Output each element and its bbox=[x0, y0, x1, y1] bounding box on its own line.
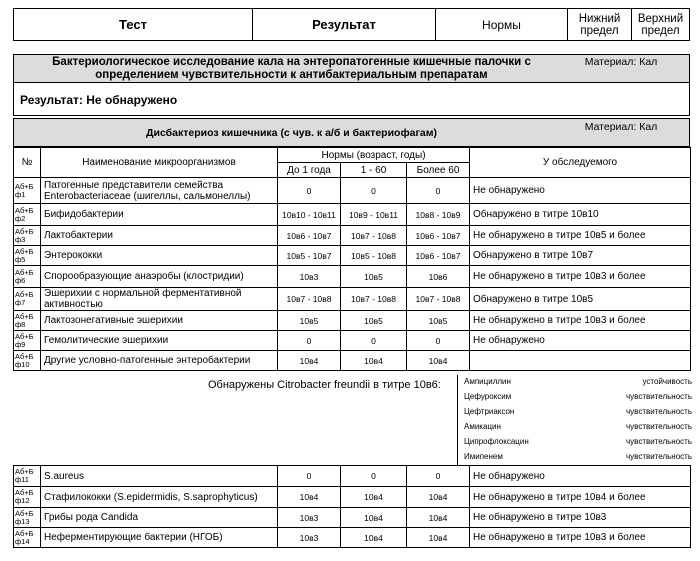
norm-age-2: 10в9 - 10в11 bbox=[341, 204, 407, 226]
header-result: Результат bbox=[253, 9, 436, 40]
row-observed: Обнаружено в титре 10в5 bbox=[470, 288, 691, 311]
header-norms: Нормы bbox=[436, 9, 568, 40]
table-row bbox=[14, 226, 691, 246]
col-age-3: Более 60 bbox=[407, 163, 470, 178]
norm-age-3: 10в4 bbox=[407, 508, 470, 528]
table-row bbox=[14, 331, 691, 351]
norm-age-3: 10в6 - 10в7 bbox=[407, 246, 470, 266]
norm-age-1: 10в3 bbox=[278, 528, 341, 548]
antibiotic-sensitivity: чувствительность bbox=[625, 452, 692, 461]
norm-age-1: 10в3 bbox=[278, 266, 341, 288]
row-code: Аб+Б ф14 bbox=[14, 528, 41, 548]
antibiotic-row bbox=[464, 420, 692, 434]
norm-age-1: 10в3 bbox=[278, 508, 341, 528]
norm-age-3: 10в4 bbox=[407, 487, 470, 508]
report-header bbox=[13, 8, 690, 41]
col-age-2: 1 - 60 bbox=[341, 163, 407, 178]
norm-age-1: 10в4 bbox=[278, 351, 341, 371]
result-text: Результат: Не обнаружено bbox=[20, 93, 178, 107]
table-row bbox=[14, 528, 691, 548]
row-name: Лактобактерии bbox=[41, 226, 278, 246]
norm-age-2: 0 bbox=[341, 331, 407, 351]
antibiotic-row bbox=[464, 405, 692, 419]
row-name: Спорообразующие анаэробы (клостридии) bbox=[41, 266, 278, 288]
norm-age-2: 10в5 bbox=[341, 266, 407, 288]
norm-age-2: 10в4 bbox=[341, 351, 407, 371]
row-code: Аб+Б ф7 bbox=[14, 288, 41, 311]
norm-age-3: 0 bbox=[407, 178, 470, 204]
material-label: Материал: Кал bbox=[584, 121, 658, 133]
row-observed: Не обнаружено в титре 10в4 и более bbox=[470, 487, 691, 508]
norm-age-2: 10в4 bbox=[341, 508, 407, 528]
col-norms: Нормы (возраст, годы) bbox=[278, 148, 470, 163]
norm-age-1: 0 bbox=[278, 178, 341, 204]
row-name: Лактозонегативные эшерихии bbox=[41, 311, 278, 331]
row-code: Аб+Б ф13 bbox=[14, 508, 41, 528]
norm-age-3: 10в7 - 10в8 bbox=[407, 288, 470, 311]
section-title: Дисбактериоз кишечника (с чув. к а/б и бактериофагам) bbox=[146, 127, 437, 139]
row-name: Эшерихии с нормальной ферментативной активностью bbox=[41, 288, 278, 311]
norm-age-3: 10в4 bbox=[407, 351, 470, 371]
antibiotic-name: Цефтриаксон bbox=[464, 407, 515, 416]
antibiotic-name: Имипенем bbox=[464, 452, 503, 461]
table-row bbox=[14, 204, 691, 226]
antibiotic-row bbox=[464, 435, 692, 449]
microorganisms-table-2 bbox=[13, 465, 691, 548]
row-observed: Не обнаружено bbox=[470, 178, 691, 204]
col-num: № bbox=[14, 148, 41, 178]
section-enteropathogenic bbox=[13, 54, 690, 83]
antibiotic-name: Цефуроксим bbox=[464, 392, 512, 401]
row-name: Неферментирующие бактерии (НГОБ) bbox=[41, 528, 278, 548]
table-row bbox=[14, 178, 691, 204]
row-observed bbox=[470, 351, 691, 371]
row-code: Аб+Б ф8 bbox=[14, 311, 41, 331]
row-name: Патогенные представители семейства Enterobacteriaceae (шигеллы, сальмонеллы) bbox=[41, 178, 278, 204]
col-age-1: До 1 года bbox=[278, 163, 341, 178]
norm-age-3: 10в6 - 10в7 bbox=[407, 226, 470, 246]
header-lower: Нижний предел bbox=[568, 9, 632, 40]
norm-age-2: 10в5 bbox=[341, 311, 407, 331]
norm-age-3: 0 bbox=[407, 466, 470, 487]
row-observed: Не обнаружено bbox=[470, 466, 691, 487]
row-observed: Обнаружено в титре 10в10 bbox=[470, 204, 691, 226]
row-name: Энтерококки bbox=[41, 246, 278, 266]
norm-age-3: 10в4 bbox=[407, 528, 470, 548]
col-observed: У обследуемого bbox=[470, 148, 691, 178]
norm-age-2: 0 bbox=[341, 178, 407, 204]
row-name: Грибы рода Candida bbox=[41, 508, 278, 528]
norm-age-1: 10в4 bbox=[278, 487, 341, 508]
found-organism: Обнаружены Citrobacter freundii в титре 10в6: bbox=[208, 379, 441, 391]
antibiotic-sensitivity: чувствительность bbox=[625, 407, 692, 416]
norm-age-2: 0 bbox=[341, 466, 407, 487]
antibiotic-list bbox=[457, 375, 690, 465]
antibiotic-sensitivity: чувствительность bbox=[625, 437, 692, 446]
norm-age-1: 0 bbox=[278, 466, 341, 487]
norm-age-2: 10в7 - 10в8 bbox=[341, 288, 407, 311]
antibiotic-sensitivity: чувствительность bbox=[625, 392, 692, 401]
row-observed: Не обнаружено в титре 10в3 и более bbox=[470, 266, 691, 288]
norm-age-2: 10в5 - 10в8 bbox=[341, 246, 407, 266]
norm-age-1: 0 bbox=[278, 331, 341, 351]
row-code: Аб+Б ф6 bbox=[14, 266, 41, 288]
table-row bbox=[14, 288, 691, 311]
antibiotic-name: Ципрофлоксацин bbox=[464, 437, 529, 446]
row-observed: Не обнаружено в титре 10в3 и более bbox=[470, 311, 691, 331]
norm-age-3: 10в8 - 10в9 bbox=[407, 204, 470, 226]
row-code: Аб+Б ф10 bbox=[14, 351, 41, 371]
header-upper: Верхний предел bbox=[637, 12, 684, 37]
row-name: Другие условно-патогенные энтеробактерии bbox=[41, 351, 278, 371]
section-dysbacteriosis bbox=[13, 118, 690, 147]
row-observed: Обнаружено в титре 10в7 bbox=[470, 246, 691, 266]
row-name: Гемолитические эшерихии bbox=[41, 331, 278, 351]
norm-age-3: 0 bbox=[407, 331, 470, 351]
antibiotic-name: Ампициллин bbox=[464, 377, 511, 386]
antibiotic-sensitivity: устойчивость bbox=[642, 377, 692, 386]
norm-age-1: 10в5 bbox=[278, 311, 341, 331]
row-observed: Не обнаружено в титре 10в3 и более bbox=[470, 528, 691, 548]
norm-age-3: 10в6 bbox=[407, 266, 470, 288]
antibiotic-row bbox=[464, 390, 692, 404]
row-observed: Не обнаружено в титре 10в5 и более bbox=[470, 226, 691, 246]
norm-age-2: 10в4 bbox=[341, 487, 407, 508]
norm-age-3: 10в5 bbox=[407, 311, 470, 331]
row-code: Аб+Б ф2 bbox=[14, 204, 41, 226]
section-title: Бактериологическое исследование кала на энтеропатогенные кишечные палочки с определением чувствительности к антибактериальным препаратам bbox=[52, 56, 531, 81]
table-row bbox=[14, 246, 691, 266]
table-row bbox=[14, 508, 691, 528]
table-row bbox=[14, 487, 691, 508]
row-observed: Не обнаружено в титре 10в3 bbox=[470, 508, 691, 528]
norm-age-1: 10в5 - 10в7 bbox=[278, 246, 341, 266]
norm-age-2: 10в7 - 10в8 bbox=[341, 226, 407, 246]
antibiotic-name: Амикацин bbox=[464, 422, 501, 431]
table-row bbox=[14, 351, 691, 371]
row-code: Аб+Б ф9 bbox=[14, 331, 41, 351]
antibiotic-sensitivity: чувствительность bbox=[625, 422, 692, 431]
row-name: Стафилококки (S.epidermidis, S.saprophyticus) bbox=[41, 487, 278, 508]
table-row bbox=[14, 266, 691, 288]
col-name: Наименование микроорганизмов bbox=[41, 148, 278, 178]
header-test: Тест bbox=[14, 9, 253, 40]
norm-age-1: 10в6 - 10в7 bbox=[278, 226, 341, 246]
row-code: Аб+Б ф12 bbox=[14, 487, 41, 508]
antibiotic-row bbox=[464, 450, 692, 464]
row-code: Аб+Б ф5 bbox=[14, 246, 41, 266]
norm-age-2: 10в4 bbox=[341, 528, 407, 548]
antibiotic-row bbox=[464, 375, 692, 389]
row-observed: Не обнаружено bbox=[470, 331, 691, 351]
microorganisms-table bbox=[13, 147, 691, 371]
norm-age-1: 10в7 - 10в8 bbox=[278, 288, 341, 311]
row-code: Аб+Б ф3 bbox=[14, 226, 41, 246]
row-code: Аб+Б ф1 bbox=[14, 178, 41, 204]
row-code: Аб+Б ф11 bbox=[14, 466, 41, 487]
antibiotic-block bbox=[13, 375, 690, 465]
norm-age-1: 10в10 - 10в11 bbox=[278, 204, 341, 226]
table-row bbox=[14, 311, 691, 331]
result-row bbox=[13, 83, 690, 116]
row-name: Бифидобактерии bbox=[41, 204, 278, 226]
row-name: S.aureus bbox=[41, 466, 278, 487]
material-label: Материал: Кал bbox=[584, 56, 658, 68]
table-row bbox=[14, 466, 691, 487]
